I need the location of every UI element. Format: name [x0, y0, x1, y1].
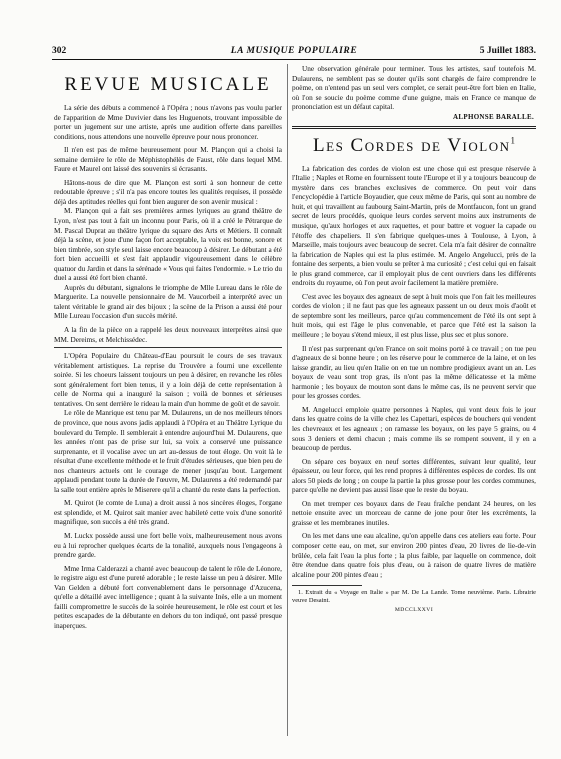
paragraph: A la fin de la pièce on a rappelé les deux nouveaux interprètes ainsi que MM. Dereims, et Melchissédec. — [54, 326, 282, 344]
footnote-year-line — [292, 606, 536, 614]
header-rule — [52, 59, 536, 60]
revue-musicale-title: REVUE MUSICALE — [64, 74, 272, 95]
section-divider — [292, 126, 536, 129]
footnote-rule — [292, 585, 362, 586]
paragraph: Il n'est pas surprenant qu'en France on soit moins porté à ce travail ; on tue peu d'agneaux de si bonne heure ; on les réserve pour le commerce de la laine, et on les laisse grandir, au lieu qu'en Italie on en tue un nombre prodigieux avant un an. Les boyaux de veau sont trop gras, ils n'ont pas la même délicatesse et la même harmonie ; les boyaux de mouton sont dans le même cas, ils ne peuvent servir que pour les grosses cordes. — [292, 344, 536, 401]
paragraph: On met tremper ces boyaux dans de l'eau fraîche pendant 24 heures, on les nettoie ensuite avec un morceau de canne de jone pour ôter les excréments, la graisse et les membranes inutiles. — [292, 499, 536, 527]
paragraph: Hâtons-nous de dire que M. Plançon est sorti à son honneur de cette redoutable épreuve ; s'il n'a pas encore toutes les qualités requises, il possède déjà des aptitudes réelles qui font bien augurer de son avenir musical : — [54, 178, 282, 206]
paragraph: On sépare ces boyaux en neuf sortes différentes, suivant leur qualité, leur épaisseur, ou leur force, qui les rend propres à différentes espèces de cordes. Ils ont alors 50 pieds de long ; on coupe la partie la plus grosse pour les cordes communes, parce qu'elle ne devient pas aussi lisse que le reste du boyau. — [292, 457, 536, 495]
author-signature: ALPHONSE BARALLE. — [453, 112, 534, 121]
column-divider — [287, 64, 288, 736]
footnote: 1. Extrait du « Voyage en Italie » par M. De La Lande. Tome neuvième. Paris. Librairie veuve Desaint. — [292, 589, 536, 605]
publication-title: LA MUSIQUE POPULAIRE — [230, 46, 358, 56]
paragraph: C'est avec les boyaux des agneaux de sept à huit mois que l'on fait les meilleures cordes de violon ; il ne faut pas que les agneaux passent un ou deux mois d'août et de septembre sont les meilleurs, parce qu'au commencement de l'été ils ont sept à huit mois, qui est l'âge le plus convenable, et parce que l'été est la saison la meilleure ; le boyau s'étend mieux, il est plus lisse, plus sec et plus sonore. — [292, 292, 536, 340]
paragraph: Le rôle de Manrique est tenu par M. Dulaurens, un de nos meilleurs ténors de province, que nous avons jadis applaudi à l'Opéra et au Théâtre Lyrique du boulevard du Temple. Il semblerait à entendre aujourd'hui M. Dulaurens, que les années n'ont pas de prise sur lui, sa voix a conservé une puissance surprenante, et il vocalise avec un art au-dessus de tout éloge. On voit là le résultat d'une excellente méthode et le fruit d'études sérieuses, que bien peu de nos chanteurs actuels ont le courage de mener jusqu'au bout. Largement applaudi pendant toute la durée de l'œuvre, M. Dulaurens a été redemandé par la salle tout entière après le Miserere qu'il a chanté du reste dans la perfection. — [54, 409, 282, 494]
paragraph: M. Plançon qui a fait ses premières armes lyriques au grand théâtre de Lyon, n'est pas tout à fait un inconnu pour Paris, où il a créé le Pétrarque de M. Pascal Duprat au théâtre lyrique du square des Arts et Métiers. Il connaît déjà la scène, et joue d'une façon fort acceptable, la voix est bonne, sonore et bien timbrée, son style seul laisse encore beaucoup à désirer. Le débutant a été fort bien accueilli et s'est fait applaudir vigoureusement dans le célèbre quatuor du Jardin et dans la sérénade « Vous qui faites l'endormie. » Le trio du duel a aussi été fort bien chanté. — [54, 207, 282, 283]
paragraph: La série des débuts a commencé à l'Opéra ; nous n'avons pas voulu parler de l'apparition de Mme Duvivier dans les Huguenots, trouvant impossible de porter un jugement sur une artiste, après une audition offerte dans pareilles conditions, nous attendons une nouvelle épreuve pour nous prononcer. — [54, 104, 282, 141]
article-title: Les Cordes de Violon — [313, 134, 511, 156]
paragraph: Mme Irma Calderazzi a chanté avec beaucoup de talent le rôle de Léonore, le registre aigu est d'une pureté adorable ; le reste laisse un peu à désirer. Mlle Van Gelden a débuté fort convenablement dans le personnage d'Azucena, qu'elle a détaillé avec intelligence ; quant à la suivante Inès, elle a un moment failli compromettre le succès de la soirée heureusement, le rôle est court et les petites escapades de la débutante en dehors du ton indiqué, ont passé presque inaperçues. — [54, 564, 282, 630]
footnote-year: MDCCLXXVI — [394, 606, 434, 613]
page-number: 302 — [52, 46, 67, 56]
page-header — [52, 45, 536, 59]
paragraph: Il n'en est pas de même heureusement pour M. Plançon qui a choisi la semaine dernière le rôle de Méphistophélès de Faust, rôle dans lequel MM. Faure et Maurel ont laissé des souvenirs si écrasants. — [54, 146, 282, 174]
cordes-de-violon-title — [292, 135, 536, 157]
right-column — [292, 65, 536, 758]
paragraph: L'Opéra Populaire du Château-d'Eau poursuit le cours de ses travaux véritablement artistiques. La reprise du Trouvère a fourni une excellente soirée. Si les choeurs laissent toujours un peu à désirer, en revanche les rôles sont généralement fort bien tenus, il y a loin déjà de cette représentation à celle de Norma qui a inauguré la saison ; voilà de bonnes et sérieuses tentatives. On sent derrière le rideau la main d'un homme de goût et de savoir. — [54, 352, 282, 408]
paragraph: M. Quirot (le comte de Luna) a droit aussi à nos sincères éloges, l'organe est splendide, et M. Quirot sait manier avec habileté cette voix d'une sonorité magnifique, son succès a été très grand. — [54, 499, 282, 527]
paragraph: Une observation générale pour terminer. Tous les artistes, sauf toutefois M. Dulaurens, ne semblent pas se douter qu'ils sont chargés de faire comprendre le poème, on n'entend pas un seul vers complet, ce serait peut-être fort bien en Italie, où l'on se soucie du poème comme d'une guigne, mais en France ce manque de prononciation est un défaut capital. — [292, 65, 536, 112]
footnote-marker: 1 — [510, 135, 515, 146]
paragraph: On les met dans une eau alcaline, qu'on appelle dans ces ateliers eau forte. Pour composer cette eau, on met, sur environ 200 pintes d'eau, 20 livres de lie-de-vin brûlée, cela fait l'eau la plus forte ; la plus faible, par laquelle on commence, doit être étendue dans quatre fois plus d'eau, ou à raison de quatre livres de matière alcaline pour 200 pintes d'eau ; — [292, 532, 536, 579]
paragraph: Auprès du débutant, signalons le triomphe de Mlle Lureau dans le rôle de Marguerite. La nouvelle pensionnaire de M. Vaucorbeil a interprété avec un talent véritable le grand air des bijoux ; la scène de la Prison a aussi été pour Mlle Lureau l'occasion d'un succès mérité. — [54, 283, 282, 321]
paragraph: La fabrication des cordes de violon est une chose qui est presque réservée à l'Italie ; Naples et Rome en fournissent toute l'Europe et il y a toujours beaucoup de mystère dans ces branches exclusives de commerce. On peut voir dans l'encyclopédie à l'article Boyaudier, que ceux même de Paris, qui sont au nombre de huit, et qui travaillent au faubourg Saint-Martin, près de Montfaucon, font un grand secret de leurs procédés, quoique leurs cordes servent moins aux instruments de musique, qu'aux horloges et aux raquettes, et pour battre et voguer la capade ou l'étoffe des chapeliers. Il s'en fabrique quelques-unes à Toulouse, à Lyon, à Marseille, mais toujours avec beaucoup de secret. Cela m'a fait désirer de connaître la fabrication de Naples qui est la plus estimée. M. Angelo Angelucci, près de la fontaine des serpents, a bien voulu se prêter à ma curiosité ; c'est celui qui en faisait le plus grand commerce, car il employait plus de cent ouvriers dans les différents endroits du royaume, où l'on peut avoir facilement la matière première. — [292, 164, 536, 288]
section-divider — [54, 347, 282, 348]
paragraph: M. Angelucci emploie quatre personnes à Naples, qui vont deux fois le jour dans les quatre coins de la ville chez les Capettari, espèces de bouchers qui vendent les chevreaux et les agneaux ; on ramasse les boyaux, on les paye 5 grains, ou 4 sous 3 deniers et demi chacun ; mais comme ils se rompent souvent, il y en a beaucoup de perdus. — [292, 405, 536, 453]
issue-date: 5 Juillet 1883. — [479, 46, 536, 56]
paragraph: M. Luckx possède aussi une fort belle voix, malheureusement nous avons eu à lui reprocher quelques écarts de la tonalité, auxquels nous l'engageons à prendre garde. — [54, 531, 282, 560]
left-column — [54, 68, 282, 758]
